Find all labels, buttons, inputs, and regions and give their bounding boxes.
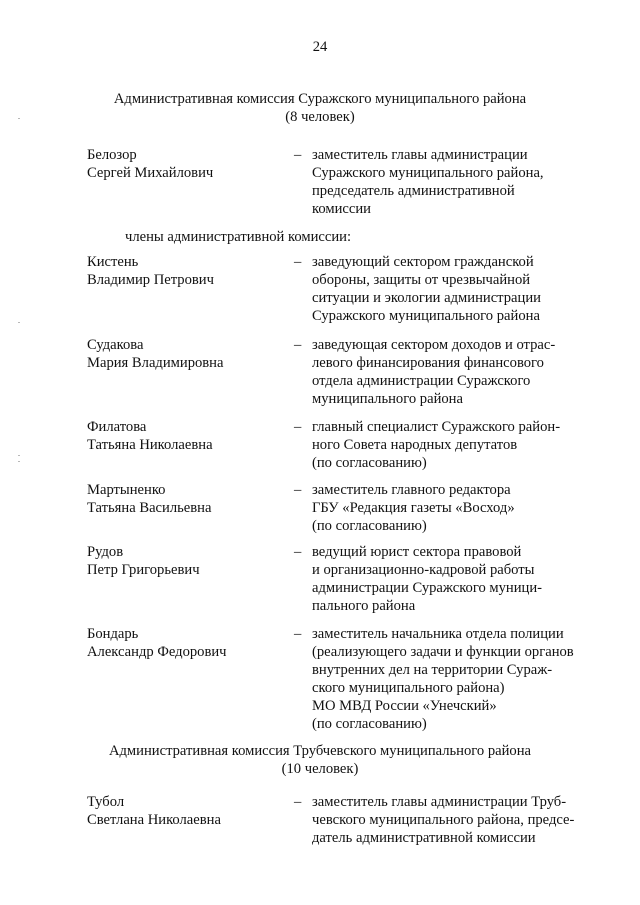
given-names: Татьяна Николаевна <box>87 437 213 453</box>
members-label: члены административной комиссии: <box>125 229 352 245</box>
person-name <box>87 793 287 829</box>
position-description <box>312 253 602 325</box>
position-description <box>312 418 602 472</box>
given-names: Сергей Михайлович <box>87 165 214 181</box>
commission-heading <box>0 90 640 126</box>
surname: Мартыненко <box>87 482 166 498</box>
desc-line: комиссии <box>312 201 371 217</box>
desc-line: ГБУ «Редакция газеты «Восход» <box>312 500 515 516</box>
surname: Филатова <box>87 419 147 435</box>
desc-line: заведующая сектором доходов и отрас- <box>312 337 556 353</box>
desc-line: администрации Суражского муници- <box>312 580 543 596</box>
desc-line: пального района <box>312 598 416 614</box>
surname: Судакова <box>87 337 144 353</box>
desc-line: отдела администрации Суражского <box>312 373 531 389</box>
dash: – <box>294 482 302 498</box>
given-names: Петр Григорьевич <box>87 562 200 578</box>
desc-line: Суражского муниципального района <box>312 308 540 324</box>
commission-heading <box>0 742 640 778</box>
person-name <box>87 481 287 517</box>
desc-line: МО МВД России «Унечский» <box>312 698 497 714</box>
desc-line: заместитель начальника отдела полиции <box>312 626 564 642</box>
surname: Кистень <box>87 254 139 270</box>
person-name <box>87 543 287 579</box>
desc-line: датель административной комиссии <box>312 830 536 846</box>
surname: Тубол <box>87 794 125 810</box>
desc-line: ситуации и экологии администрации <box>312 290 541 306</box>
desc-line: внутренних дел на территории Сураж- <box>312 662 553 678</box>
scan-mark <box>18 461 20 462</box>
person-name <box>87 253 287 289</box>
desc-line: (по согласованию) <box>312 518 427 534</box>
surname: Белозор <box>87 147 137 163</box>
desc-line: чевского муниципального района, предсе- <box>312 812 575 828</box>
scan-mark <box>18 322 20 323</box>
person-name <box>87 418 287 454</box>
given-names: Татьяна Васильевна <box>87 500 212 516</box>
desc-line: Суражского муниципального района, <box>312 165 544 181</box>
desc-line: левого финансирования финансового <box>312 355 544 371</box>
position-description <box>312 543 602 615</box>
commission-size: (8 человек) <box>285 109 355 125</box>
person-name <box>87 146 287 182</box>
desc-line: ного Совета народных депутатов <box>312 437 518 453</box>
commission-title: Административная комиссия Суражского муниципального района <box>113 91 527 107</box>
desc-line: муниципального района <box>312 391 463 407</box>
desc-line: главный специалист Суражского район- <box>312 419 561 435</box>
desc-line: обороны, защиты от чрезвычайной <box>312 272 531 288</box>
position-description <box>312 793 602 847</box>
desc-line: (по согласованию) <box>312 716 427 732</box>
given-names: Светлана Николаевна <box>87 812 221 828</box>
dash: – <box>294 147 302 163</box>
desc-line: заведующий сектором гражданской <box>312 254 534 270</box>
position-description <box>312 336 602 408</box>
desc-line: и организационно-кадровой работы <box>312 562 535 578</box>
desc-line: заместитель главы администрации <box>312 147 528 163</box>
desc-line: (реализующего задачи и функции органов <box>312 644 574 660</box>
desc-line: заместитель главы администрации Труб- <box>312 794 567 810</box>
dash: – <box>294 337 302 353</box>
dash: – <box>294 254 302 270</box>
page-number: 24 <box>312 39 328 55</box>
given-names: Александр Федорович <box>87 644 227 660</box>
dash: – <box>294 794 302 810</box>
person-name <box>87 625 287 661</box>
commission-title: Административная комиссия Трубчевского муниципального района <box>108 743 532 759</box>
given-names: Владимир Петрович <box>87 272 214 288</box>
desc-line: председатель административной <box>312 183 515 199</box>
dash: – <box>294 626 302 642</box>
desc-line: ского муниципального района) <box>312 680 505 696</box>
dash: – <box>294 544 302 560</box>
given-names: Мария Владимировна <box>87 355 224 371</box>
position-description <box>312 481 602 535</box>
desc-line: заместитель главного редактора <box>312 482 511 498</box>
person-name <box>87 336 287 372</box>
position-description <box>312 146 602 218</box>
desc-line: ведущий юрист сектора правовой <box>312 544 522 560</box>
scan-mark <box>18 455 20 456</box>
commission-size: (10 человек) <box>281 761 359 777</box>
position-description <box>312 625 602 733</box>
dash: – <box>294 419 302 435</box>
desc-line: (по согласованию) <box>312 455 427 471</box>
surname: Бондарь <box>87 626 139 642</box>
surname: Рудов <box>87 544 124 560</box>
